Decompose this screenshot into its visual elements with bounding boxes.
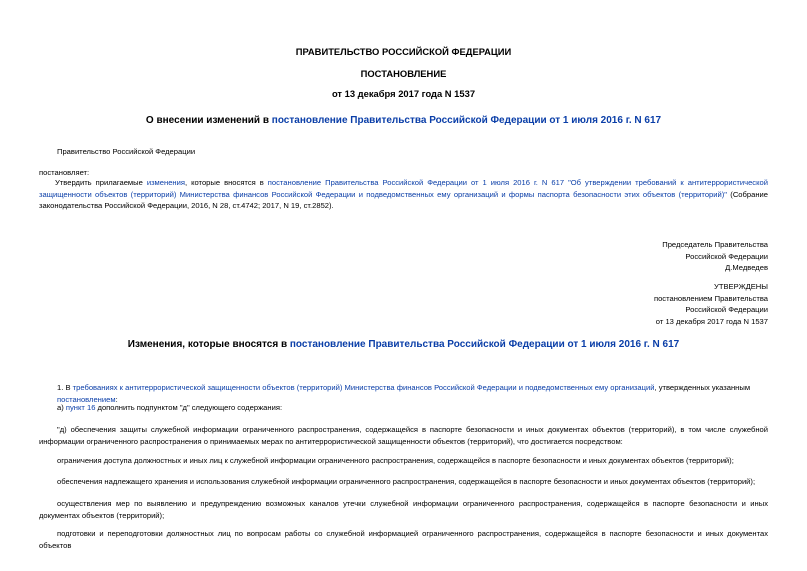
resolution-paragraph: Утвердить прилагаемые изменения, которые вносятся в постановление Правительства Российской Федерации от 1 июля 2016 г. N 617 "Об утверждении требований к антитеррористической защищенности объектов (территорий) Министерства финансов Российской Федерации и подведомственных ему организаций и формы паспорта безопасности этих объектов (территорий)" (Собрание законодательства Российской Федерации, 2016, N 28, ст.4742; 2017, N 19, ст.2852). [39, 178, 768, 210]
signature-position-1: Председатель Правительства [662, 240, 768, 249]
changes-title: Изменения, которые вносятся в постановление Правительства Российской Федерации от 1 июля 2016 г. N 617 [127, 339, 680, 350]
requirements-link[interactable]: требованиях к антитеррористической защищенности объектов (территорий) Министерства финансов Российской Федерации и подведомственных ему организаций [72, 383, 655, 392]
approved-line-3: от 13 декабря 2017 года N 1537 [655, 316, 768, 326]
signature-position-2: Российской Федерации [685, 251, 768, 261]
changes-title-link[interactable]: постановление Правительства Российской Федерации от 1 июля 2016 г. N 617 [289, 339, 680, 350]
doc-type-heading: ПОСТАНОВЛЕНИЕ [360, 68, 447, 79]
subitem-d-paragraph: "д) обеспечения защиты служебной информации ограниченного распространения, содержащейся в паспорте безопасности и иных документах объектов (территорий), в том числе служебной информации ограниченного распространения о принимаемых мерах по антитеррористической защищенности объектов (территорий), что достигается посредством: [39, 425, 768, 446]
gov-line: Правительство Российской Федерации [57, 147, 196, 156]
subitem-1: ограничения доступа должностных и иных лиц к служебной информации ограниченного распространения, содержащейся в паспорте безопасности и иных документах объектов (территорий); [57, 456, 734, 465]
subitem-4: подготовки и переподготовки должностных лиц по вопросам работы со служебной информацией ограниченного распространения, содержащейся в паспорте безопасности и иных документах объектов [39, 529, 768, 550]
changes-item-1: 1. В требованиях к антитеррористической защищенности объектов (территорий) Министерства финансов Российской Федерации и подведомственных ему организаций, утвержденных указанным постановлением: [57, 383, 751, 404]
postanovleniem-link[interactable]: постановлением [57, 394, 116, 404]
approved-word: УТВЕРЖДЕНЫ [714, 282, 768, 291]
subitem-a: а) пункт 16 дополнить подпунктом "д" следующего содержания: [57, 403, 283, 412]
subitem-2: обеспечения надлежащего хранения и использования служебной информации ограниченного распространения, содержащейся в паспорте безопасности и иных документах объектов (территорий); [57, 477, 756, 486]
postanovlenie-617-link[interactable]: постановление Правительства Российской Федерации от 1 июля 2016 г. N 617 "Об утверждении требований к антитеррористической защищенности объектов (территорий) Министерства финансов Российской Федерации и подведомственных ему организаций и формы паспорта безопасности этих объектов (территорий)" [39, 178, 768, 199]
signature-block [662, 239, 768, 274]
title-link[interactable]: постановление Правительства Российской Федерации от 1 июля 2016 г. N 617 [271, 115, 662, 126]
punkt-16-link[interactable]: пункт 16 [65, 403, 96, 412]
signature-name: Д.Медведев [725, 263, 768, 272]
approved-line-2: Российской Федерации [685, 305, 768, 314]
document-title [0, 115, 807, 126]
izmeneniya-link[interactable]: изменения [146, 178, 185, 187]
postanovlyaet: постановляет: [39, 168, 90, 177]
approved-line-1: постановлением Правительства [653, 293, 768, 303]
approval-block [654, 281, 768, 327]
subitem-3: осуществления мер по выявлению и предупреждению возможных каналов утечки служебной информации ограниченного распространения, содержащейся в паспорте безопасности и иных документах объектов (территорий); [39, 499, 768, 520]
government-heading: ПРАВИТЕЛЬСТВО РОССИЙСКОЙ ФЕДЕРАЦИИ [295, 46, 512, 57]
date-number-heading: от 13 декабря 2017 года N 1537 [331, 88, 476, 99]
title-prefix: О внесении изменений в [145, 115, 272, 126]
